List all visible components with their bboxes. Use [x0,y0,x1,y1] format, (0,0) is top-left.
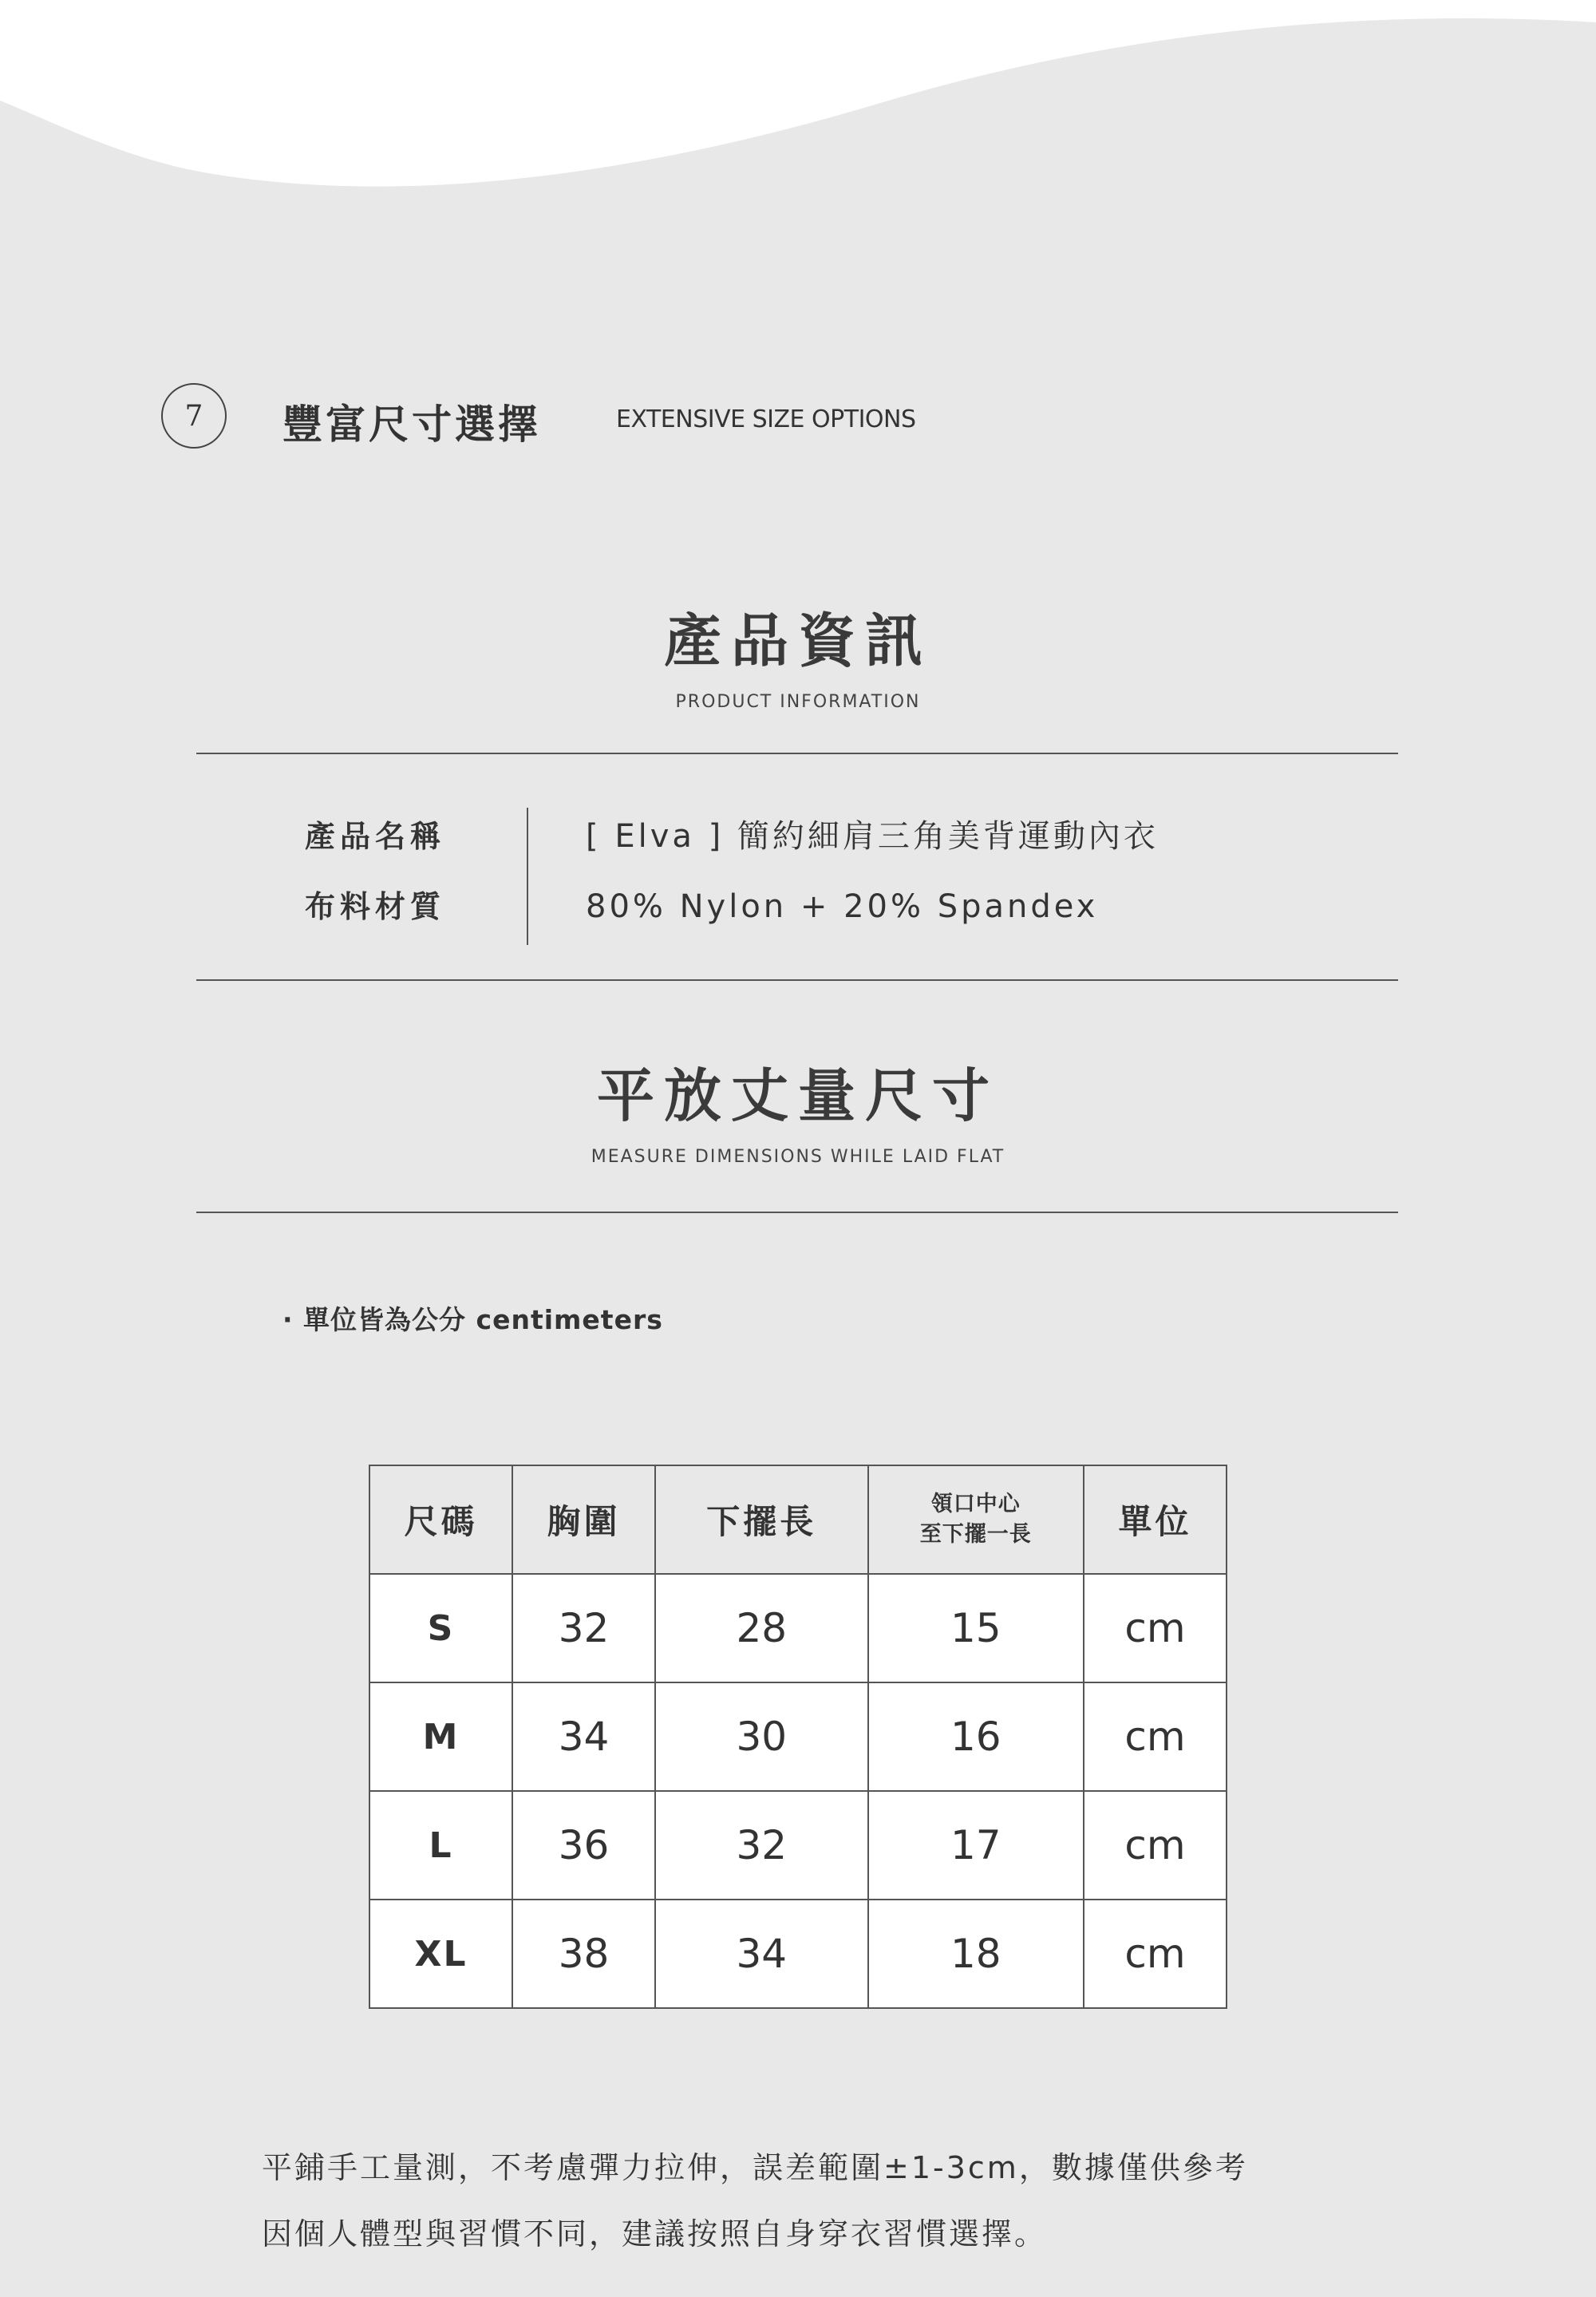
hem-cell: 28 [655,1574,868,1682]
chest-cell: 34 [512,1682,655,1791]
size-table [369,1465,1227,2009]
table-row [369,1900,1227,2008]
neck-to-hem-cell: 17 [868,1791,1084,1900]
header-chest: 胸圍 [512,1465,655,1574]
size-cell: M [369,1682,512,1791]
unit-cell: cm [1084,1791,1227,1900]
neck-to-hem-cell: 18 [868,1900,1084,2008]
fabric-value: 80% Nylon + 20% Spandex [586,888,1099,925]
unit-note: · 單位皆為公分 centimeters [282,1304,663,1335]
divider-line [196,753,1398,754]
fabric-label: 布料材質 [305,889,446,924]
header-neck-to-hem [868,1465,1084,1574]
product-info-values [586,811,1159,951]
product-info-subtitle: PRODUCT INFORMATION [675,692,921,712]
unit-cell: cm [1084,1900,1227,2008]
footnote-line-1: 平鋪手工量測，不考慮彈力拉伸，誤差範圍±1-3cm，數據僅供參考 [262,2150,1248,2185]
unit-cell: cm [1084,1682,1227,1791]
divider-line [196,1212,1398,1213]
measure-heading [0,1050,1596,1167]
chest-cell: 36 [512,1791,655,1900]
header-hem-length: 下擺長 [655,1465,868,1574]
header-neck-to-hem-line1: 領口中心 [930,1492,1021,1516]
section-header [161,382,1039,452]
table-header-row [369,1465,1227,1574]
chest-cell: 38 [512,1900,655,2008]
table-row [369,1574,1227,1682]
chest-cell: 32 [512,1574,655,1682]
product-name-label: 產品名稱 [305,819,446,854]
header-unit: 單位 [1084,1465,1227,1574]
header-neck-to-hem-line2: 至下擺一長 [919,1522,1032,1547]
size-cell: XL [369,1900,512,2008]
product-info-title: 產品資訊 [663,607,932,674]
header-size: 尺碼 [369,1465,512,1574]
neck-to-hem-cell: 15 [868,1574,1084,1682]
unit-cell: cm [1084,1574,1227,1682]
hem-cell: 32 [655,1791,868,1900]
table-row [369,1791,1227,1900]
table-row [369,1682,1227,1791]
top-wave-decoration [0,0,1596,208]
section-subtitle: EXTENSIVE SIZE OPTIONS [616,405,916,433]
neck-to-hem-cell: 16 [868,1682,1084,1791]
hem-cell: 34 [655,1900,868,2008]
measure-title: 平放丈量尺寸 [596,1062,999,1129]
measure-subtitle: MEASURE DIMENSIONS WHILE LAID FLAT [591,1147,1005,1167]
info-vertical-divider [527,808,528,945]
product-name-value: [ Elva ] 簡約細肩三角美背運動內衣 [586,818,1159,855]
size-cell: L [369,1791,512,1900]
size-cell: S [369,1574,512,1682]
section-number-badge: 7 [161,383,227,449]
divider-line [196,979,1398,981]
product-info-heading [0,595,1596,712]
hem-cell: 30 [655,1682,868,1791]
section-title: 豐富尺寸選擇 [282,401,541,448]
footnote-line-2: 因個人體型與習慣不同，建議按照自身穿衣習慣選擇。 [262,2216,1048,2252]
product-info-labels [305,811,445,951]
